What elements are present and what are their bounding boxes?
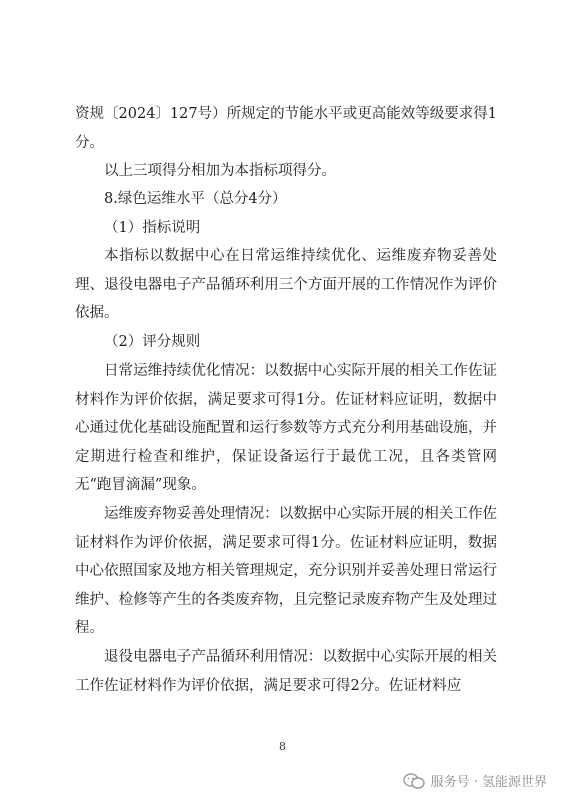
- watermark: [403, 771, 547, 790]
- paragraph-rule-3: 退役电器电子产品循环利用情况：以数据中心实际开展的相关工作佐证材料作为评价依据，满足要求可得2分。佐证材料应: [75, 649, 497, 694]
- paragraph-summary: 以上三项得分相加为本指标项得分。: [104, 163, 336, 179]
- paragraph-continuation: 资规〔2024〕127号）所规定的节能水平或更高能效等级要求得1分。: [75, 106, 497, 151]
- paragraph-rule-1: 日常运维持续优化情况：以数据中心实际开展的相关工作佐证材料作为评价依据，满足要求可得1分。佐证材料应证明，数据中心通过优化基础设施配置和运行参数等方式充分利用基础设施，并定期进行检查和维护，保证设备运行于最优工况，且各类管网无“跑冒滴漏”现象。: [75, 363, 497, 493]
- page-number: 8: [279, 740, 286, 753]
- wechat-icon: [403, 773, 425, 789]
- subsection-heading-rules: （2）评分规则: [104, 334, 201, 350]
- subsection-heading-description: （1）指标说明: [104, 220, 201, 236]
- paragraph-description: 本指标以数据中心在日常运维持续优化、运维废弃物妥善处理、退役电器电子产品循环利用三个方面开展的工作情况作为评价依据。: [75, 248, 497, 321]
- watermark-text: 服务号 · 氢能源世界: [430, 775, 547, 790]
- paragraph-rule-2: 运维废弃物妥善处理情况：以数据中心实际开展的相关工作佐证材料作为评价依据，满足要求可得1分。佐证材料应证明，数据中心依照国家及地方相关管理规定，充分识别并妥善处理日常运行维护、检修等产生的各类废弃物，且完整记录废弃物产生及处理过程。: [75, 506, 497, 636]
- section-heading: 8.绿色运维水平（总分4分）: [104, 191, 287, 207]
